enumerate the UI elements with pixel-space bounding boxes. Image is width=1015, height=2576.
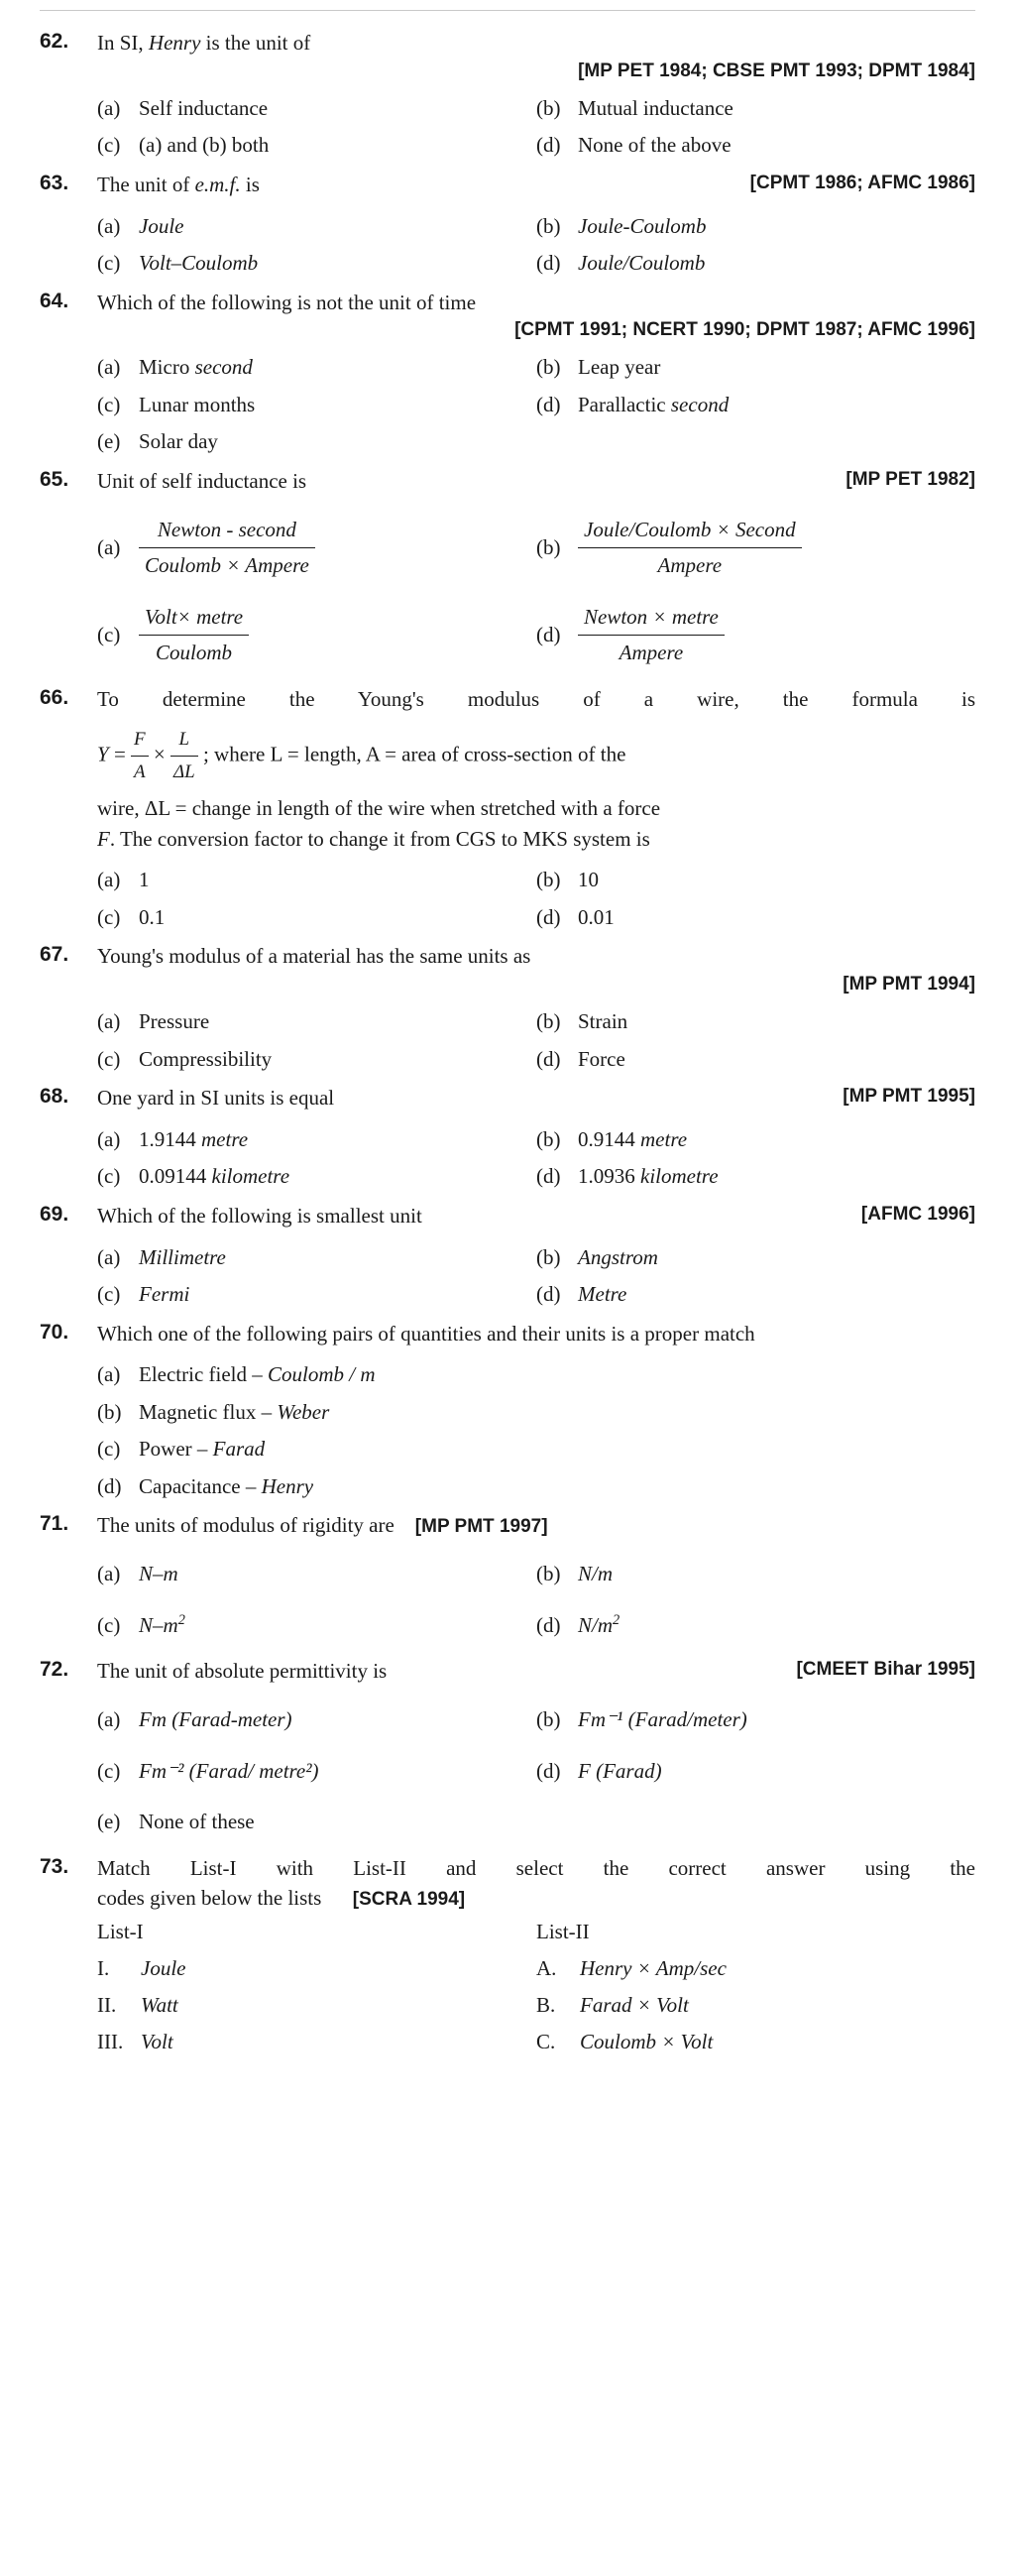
- option-text: Solar day: [139, 429, 218, 454]
- option-b[interactable]: [536, 208, 975, 246]
- option-a[interactable]: [97, 208, 536, 246]
- question-text-emphasis: Henry: [148, 31, 201, 55]
- option-label: (d): [536, 904, 561, 929]
- option-text: 0.01: [578, 904, 615, 929]
- option-text: Parallactic second: [578, 392, 730, 416]
- list-item-value: Joule: [141, 1955, 186, 1980]
- list-item[interactable]: [536, 2024, 975, 2060]
- list-item-value: Watt: [141, 1992, 178, 2017]
- option-c[interactable]: [97, 1600, 536, 1652]
- option-text: 0.9144 metre: [578, 1126, 688, 1151]
- options-list: [97, 1239, 975, 1314]
- page-top-divider: [40, 10, 975, 11]
- option-c[interactable]: [97, 245, 536, 283]
- question-number: 69.: [40, 1202, 69, 1226]
- option-text: None of these: [139, 1810, 255, 1834]
- option-label: (d): [536, 1282, 561, 1307]
- question-71: [40, 1511, 975, 1651]
- fraction: [139, 602, 249, 669]
- option-b[interactable]: [536, 1239, 975, 1277]
- question-text: [97, 1511, 975, 1541]
- option-text: [578, 1610, 965, 1642]
- option-label: (a): [97, 535, 121, 559]
- exam-source: [AFMC 1996]: [860, 1203, 975, 1225]
- option-text: 0.09144 kilometre: [139, 1164, 290, 1189]
- option-label: (d): [536, 623, 561, 646]
- option-label: (c): [97, 1612, 121, 1637]
- match-lists: [97, 1920, 975, 2060]
- option-text: 1.9144 metre: [139, 1126, 249, 1151]
- option-label: (c): [97, 1437, 121, 1462]
- option-label: (d): [97, 1473, 122, 1498]
- option-label: (a): [97, 355, 121, 380]
- option-label: (d): [536, 251, 561, 276]
- option-b[interactable]: [536, 862, 975, 899]
- option-text: Fm⁻² (Farad/ metre²): [139, 1758, 319, 1783]
- option-label: (c): [97, 392, 121, 416]
- exam-source: [SCRA 1994]: [352, 1888, 466, 1910]
- option-text: Metre: [578, 1282, 627, 1307]
- option-text: (a) and (b) both: [139, 133, 270, 158]
- question-text-part: is the unit of: [200, 31, 311, 55]
- question-73: [40, 1854, 975, 2060]
- option-e[interactable]: [97, 1797, 975, 1848]
- option-label: (c): [97, 1164, 121, 1189]
- question-67: [40, 942, 975, 1078]
- option-d[interactable]: [536, 1158, 975, 1196]
- options-list: [97, 1003, 975, 1078]
- option-text: Self inductance: [139, 95, 269, 120]
- option-label: (a): [97, 213, 121, 238]
- question-text: To determine the Young's modulus of a wire, the formula is: [97, 686, 975, 711]
- option-c[interactable]: [97, 1746, 536, 1798]
- option-text: Fm (Farad-meter): [139, 1707, 292, 1732]
- exam-source: [MP PET 1984; CBSE PMT 1993; DPMT 1984]: [578, 59, 975, 81]
- option-text: [578, 602, 965, 669]
- option-e[interactable]: [97, 423, 536, 461]
- option-c[interactable]: [97, 1041, 536, 1079]
- list-2-header: List-II: [536, 1919, 590, 1943]
- fraction-denominator: ΔL: [172, 761, 195, 782]
- fraction-l-over-delta-l: [170, 725, 198, 788]
- option-text: Compressibility: [139, 1046, 273, 1071]
- option-c[interactable]: [97, 592, 536, 679]
- option-text: Magnetic flux – Weber: [139, 1399, 330, 1424]
- fraction-f-over-a: [131, 725, 149, 788]
- option-d[interactable]: [536, 387, 975, 424]
- option-text-base: N–m: [139, 1612, 178, 1637]
- question-text: Match List-I with List-II and select the correct answer using the: [97, 1855, 975, 1880]
- option-label: (b): [536, 868, 561, 892]
- option-label: (c): [97, 133, 121, 158]
- option-b[interactable]: [97, 1394, 975, 1432]
- option-text: Fm⁻¹ (Farad/meter): [578, 1707, 747, 1732]
- fraction-denominator: Ampere: [619, 641, 684, 665]
- list-1-column: [97, 1920, 536, 2060]
- option-label: (b): [536, 1244, 561, 1269]
- option-label: (b): [536, 1562, 561, 1586]
- question-text: [97, 1202, 975, 1231]
- option-text: Mutual inductance: [578, 95, 733, 120]
- option-label: (a): [97, 1126, 121, 1151]
- question-number: 68.: [40, 1085, 69, 1109]
- question-text-part: In SI,: [97, 31, 149, 55]
- question-text: [97, 29, 975, 59]
- fraction: [578, 515, 802, 582]
- fraction-numerator: Volt× metre: [139, 602, 249, 637]
- question-text: Which of the following is not the unit of time: [97, 290, 477, 314]
- option-label: (d): [536, 1758, 561, 1783]
- option-label: (b): [536, 95, 561, 120]
- list-item[interactable]: [97, 2024, 536, 2060]
- option-label: (e): [97, 429, 121, 454]
- option-d[interactable]: [536, 1041, 975, 1079]
- option-label: (d): [536, 1046, 561, 1071]
- option-c[interactable]: [97, 127, 536, 165]
- options-list: [97, 90, 975, 165]
- option-text: Force: [578, 1046, 625, 1071]
- question-number: 70.: [40, 1320, 69, 1344]
- option-text: N–m: [139, 1562, 178, 1586]
- options-list: [97, 349, 975, 461]
- option-text: Electric field – Coulomb / m: [139, 1362, 376, 1387]
- question-number: 72.: [40, 1658, 69, 1682]
- option-a[interactable]: [97, 1003, 536, 1041]
- exam-source: [MP PET 1982]: [846, 468, 975, 490]
- option-text-base: N/m: [578, 1612, 614, 1637]
- exam-source: [CPMT 1991; NCERT 1990; DPMT 1987; AFMC 1996]: [514, 319, 975, 341]
- option-label: (b): [536, 1009, 561, 1034]
- option-label: (d): [536, 392, 561, 416]
- option-b[interactable]: [536, 505, 975, 592]
- question-66: [40, 685, 975, 936]
- option-text: Pressure: [139, 1009, 210, 1034]
- option-label: (a): [97, 1362, 121, 1387]
- option-label: (d): [536, 1164, 561, 1189]
- question-69: [40, 1202, 975, 1314]
- option-b[interactable]: [536, 1003, 975, 1041]
- question-text: [97, 1657, 975, 1687]
- formula-expression: Y: [97, 742, 109, 766]
- option-text: Joule-Coulomb: [578, 213, 707, 238]
- options-list: [97, 862, 975, 936]
- option-d[interactable]: [536, 592, 975, 679]
- option-c[interactable]: [97, 1158, 536, 1196]
- question-number: 67.: [40, 943, 69, 967]
- option-label: (b): [97, 1399, 122, 1424]
- exam-source: [MP PMT 1997]: [414, 1516, 548, 1538]
- list-item-value: Coulomb × Volt: [580, 2029, 714, 2053]
- option-label: (a): [97, 95, 121, 120]
- list-item[interactable]: [536, 1987, 975, 2024]
- option-exponent: 2: [613, 1611, 620, 1628]
- options-list: [97, 1695, 975, 1848]
- option-text: Micro second: [139, 355, 253, 380]
- option-text: Joule: [139, 213, 184, 238]
- option-c[interactable]: [97, 387, 536, 424]
- option-text: 10: [578, 868, 599, 892]
- option-label: (b): [536, 213, 561, 238]
- list-item-value: Henry × Amp/sec: [580, 1955, 727, 1980]
- option-label: (c): [97, 1758, 121, 1783]
- option-label: (c): [97, 1282, 121, 1307]
- question-text: Young's modulus of a material has the same units as: [97, 944, 531, 969]
- option-text: Power – Farad: [139, 1437, 266, 1462]
- question-number: 63.: [40, 171, 69, 194]
- question-text-line2: codes given below the lists [SCRA 1994]: [97, 1885, 466, 1910]
- question-number: 66.: [40, 685, 69, 709]
- question-63: [40, 171, 975, 283]
- list-item-key: II.: [97, 1992, 117, 2017]
- option-b[interactable]: [536, 1695, 975, 1746]
- option-b[interactable]: [536, 1549, 975, 1600]
- fraction-denominator: Ampere: [657, 553, 723, 578]
- option-label: (b): [536, 355, 561, 380]
- option-text: Volt–Coulomb: [139, 251, 259, 276]
- question-line-3: wire, ΔL = change in length of the wire when stretched with a force: [97, 796, 661, 821]
- option-b[interactable]: [536, 1121, 975, 1159]
- option-a[interactable]: [97, 349, 536, 387]
- option-text: Lunar months: [139, 392, 256, 416]
- options-list: [97, 1549, 975, 1651]
- option-text: Fermi: [139, 1282, 190, 1307]
- option-label: (b): [536, 1126, 561, 1151]
- option-d[interactable]: [536, 899, 975, 937]
- question-72: [40, 1657, 975, 1847]
- option-label: (b): [536, 535, 561, 559]
- exam-source: [CMEET Bihar 1995]: [796, 1659, 975, 1681]
- question-text: [97, 171, 975, 200]
- options-list: [97, 505, 975, 679]
- option-label: (a): [97, 868, 121, 892]
- option-a[interactable]: [97, 90, 536, 128]
- question-number: 64.: [40, 289, 69, 312]
- option-label: (e): [97, 1810, 121, 1834]
- list-2-column: [536, 1920, 975, 2060]
- fraction-numerator: Newton - second: [139, 515, 315, 549]
- option-text: [139, 515, 526, 582]
- fraction-numerator: L: [170, 725, 198, 757]
- option-label: (c): [97, 251, 121, 276]
- question-number: 62.: [40, 30, 69, 53]
- list-item[interactable]: [97, 1987, 536, 2024]
- option-label: (c): [97, 1046, 121, 1071]
- option-a[interactable]: [97, 1356, 975, 1394]
- fraction-denominator: A: [134, 761, 146, 782]
- exam-source: [CPMT 1986; AFMC 1986]: [749, 172, 975, 193]
- option-c[interactable]: [97, 899, 536, 937]
- fraction-numerator: Newton × metre: [578, 602, 725, 637]
- question-text: Which one of the following pairs of quantities and their units is a proper match: [97, 1321, 755, 1346]
- option-c[interactable]: [97, 1431, 975, 1468]
- option-text: 1: [139, 868, 150, 892]
- list-item-key: A.: [536, 1955, 557, 1980]
- fraction-numerator: Joule/Coulomb × Second: [578, 515, 802, 549]
- option-text: 1.0936 kilometre: [578, 1164, 719, 1189]
- option-label: (b): [536, 1707, 561, 1732]
- question-70: [40, 1320, 975, 1506]
- list-item-key: B.: [536, 1992, 556, 2017]
- option-a[interactable]: [97, 1695, 536, 1746]
- option-text: Angstrom: [578, 1244, 658, 1269]
- option-label: (a): [97, 1244, 121, 1269]
- options-list: [97, 1356, 975, 1505]
- question-text-main: The unit of e.m.f. is: [97, 172, 260, 196]
- list-item[interactable]: [97, 1950, 536, 1987]
- question-text-main: The unit of absolute permittivity is: [97, 1659, 388, 1684]
- question-text-main: One yard in SI units is equal: [97, 1086, 335, 1111]
- option-label: (d): [536, 1612, 561, 1637]
- list-item-key: III.: [97, 2029, 124, 2053]
- list-item-key: C.: [536, 2029, 556, 2053]
- option-d[interactable]: [536, 127, 975, 165]
- option-exponent: 2: [177, 1611, 185, 1628]
- option-text: N/m: [578, 1562, 614, 1586]
- formula-line: Y = $\frac{F}{A}$ × $\frac{L}{\Delta L}$ ; where L = length, A = area of cross-section of the: [97, 725, 975, 788]
- exam-source: [MP PMT 1994]: [843, 974, 975, 995]
- question-text: [97, 467, 975, 497]
- question-text-emphasis: F: [97, 826, 110, 851]
- option-a[interactable]: [97, 1549, 536, 1600]
- fraction-denominator: Coulomb × Ampere: [145, 553, 309, 578]
- option-label: (c): [97, 904, 121, 929]
- list-item[interactable]: [536, 1950, 975, 1987]
- option-d[interactable]: [536, 1276, 975, 1314]
- option-text: [578, 515, 965, 582]
- option-text: Strain: [578, 1009, 628, 1034]
- options-list: [97, 1121, 975, 1196]
- question-text-main: Which of the following is smallest unit: [97, 1203, 422, 1228]
- option-d[interactable]: [97, 1468, 975, 1506]
- question-number: 73.: [40, 1854, 69, 1878]
- list-item-value: Farad × Volt: [580, 1992, 689, 2017]
- options-list: [97, 208, 975, 283]
- formula-tail: ; where L = length, A = area of cross-section of the: [202, 742, 626, 766]
- option-c[interactable]: [97, 1276, 536, 1314]
- option-text: Capacitance – Henry: [139, 1473, 314, 1498]
- option-a[interactable]: [97, 505, 536, 592]
- list-1-header: List-I: [97, 1919, 144, 1943]
- question-text-part: . The conversion factor to change it from CGS to MKS system is: [109, 826, 650, 851]
- question-65: [40, 467, 975, 679]
- option-label: (d): [536, 133, 561, 158]
- option-text: Joule/Coulomb: [578, 251, 706, 276]
- question-number: 71.: [40, 1512, 69, 1536]
- option-label: (c): [97, 623, 121, 646]
- option-b[interactable]: [536, 90, 975, 128]
- option-label: (a): [97, 1707, 121, 1732]
- fraction-denominator: Coulomb: [156, 641, 233, 665]
- option-a[interactable]: [97, 1239, 536, 1277]
- option-label: (a): [97, 1009, 121, 1034]
- option-a[interactable]: [97, 862, 536, 899]
- option-a[interactable]: [97, 1121, 536, 1159]
- option-text: F (Farad): [578, 1758, 662, 1783]
- list-item-value: Volt: [141, 2029, 173, 2053]
- option-d[interactable]: [536, 1746, 975, 1798]
- list-item-key: I.: [97, 1955, 110, 1980]
- question-64: [40, 289, 975, 461]
- option-text: None of the above: [578, 133, 732, 158]
- fraction-numerator: F: [131, 725, 149, 757]
- fraction: [139, 515, 315, 582]
- question-text-main: Unit of self inductance is: [97, 468, 307, 493]
- exam-source: [MP PMT 1995]: [843, 1086, 975, 1108]
- question-line-4: [97, 824, 975, 854]
- option-label: (a): [97, 1562, 121, 1586]
- question-text-main: The units of modulus of rigidity are: [97, 1513, 395, 1538]
- option-text: 0.1: [139, 904, 166, 929]
- option-d[interactable]: [536, 245, 975, 283]
- question-68: [40, 1084, 975, 1196]
- option-text: [139, 1610, 526, 1642]
- option-d[interactable]: [536, 1600, 975, 1652]
- option-text: Leap year: [578, 355, 661, 380]
- option-text: Millimetre: [139, 1244, 226, 1269]
- option-text: [139, 602, 526, 669]
- question-text: [97, 1084, 975, 1113]
- option-b[interactable]: [536, 349, 975, 387]
- question-62: [40, 29, 975, 165]
- question-number: 65.: [40, 467, 69, 491]
- fraction: [578, 602, 725, 669]
